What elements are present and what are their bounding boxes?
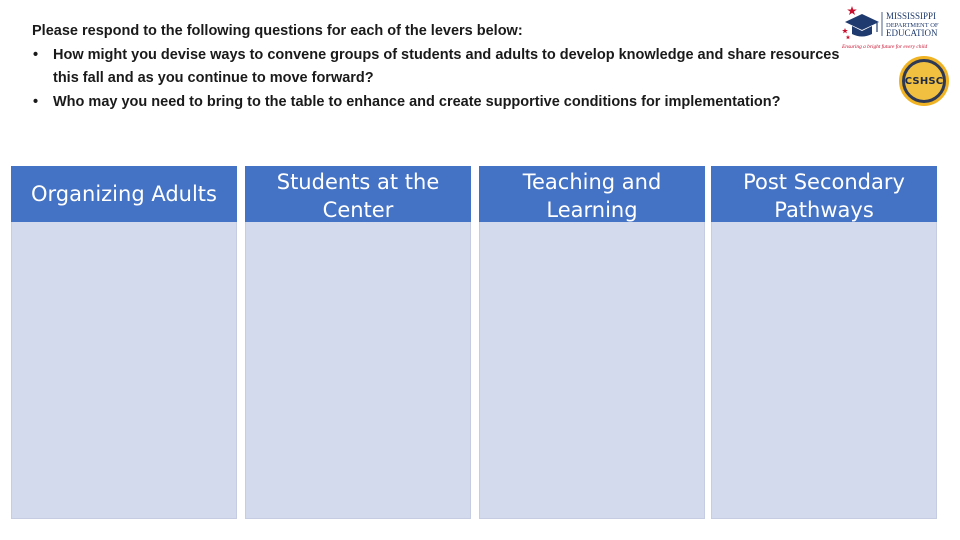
logo-line-3: EDUCATION xyxy=(886,28,938,38)
lever-column-teaching-and-learning xyxy=(479,166,705,519)
mississippi-department-of-education-logo xyxy=(840,4,948,54)
cshsc-logo-text: CSHSC xyxy=(905,62,943,100)
lever-column-students-at-the-center xyxy=(245,166,471,519)
lever-header: Students at the Center xyxy=(245,166,471,222)
cshsc-logo xyxy=(899,56,949,106)
lever-response-area[interactable] xyxy=(479,222,705,519)
lever-response-area[interactable] xyxy=(245,222,471,519)
instructions xyxy=(32,20,842,114)
question-item: • How might you devise ways to convene groups of students and adults to develop knowledge and share resources this fall and as you continue to move forward? xyxy=(32,44,842,91)
question-item: • Who may you need to bring to the table to enhance and create supportive conditions for implementation? xyxy=(32,91,842,115)
lever-header: Organizing Adults xyxy=(11,166,237,222)
logo-line-1: MISSISSIPPI xyxy=(886,11,937,21)
lever-header: Post Secondary Pathways xyxy=(711,166,937,222)
instructions-heading: Please respond to the following questions for each of the levers below: xyxy=(32,23,523,39)
logo-line-2: DEPARTMENT OF xyxy=(886,22,939,29)
lever-header: Teaching and Learning xyxy=(479,166,705,222)
question-list xyxy=(32,44,842,115)
lever-response-area[interactable] xyxy=(711,222,937,519)
mortarboard-icon xyxy=(845,14,879,37)
lever-column-organizing-adults xyxy=(11,166,237,519)
logo-tagline: Ensuring a bright future for every child xyxy=(842,44,928,50)
lever-response-area[interactable] xyxy=(11,222,237,519)
lever-column-post-secondary-pathways xyxy=(711,166,937,519)
